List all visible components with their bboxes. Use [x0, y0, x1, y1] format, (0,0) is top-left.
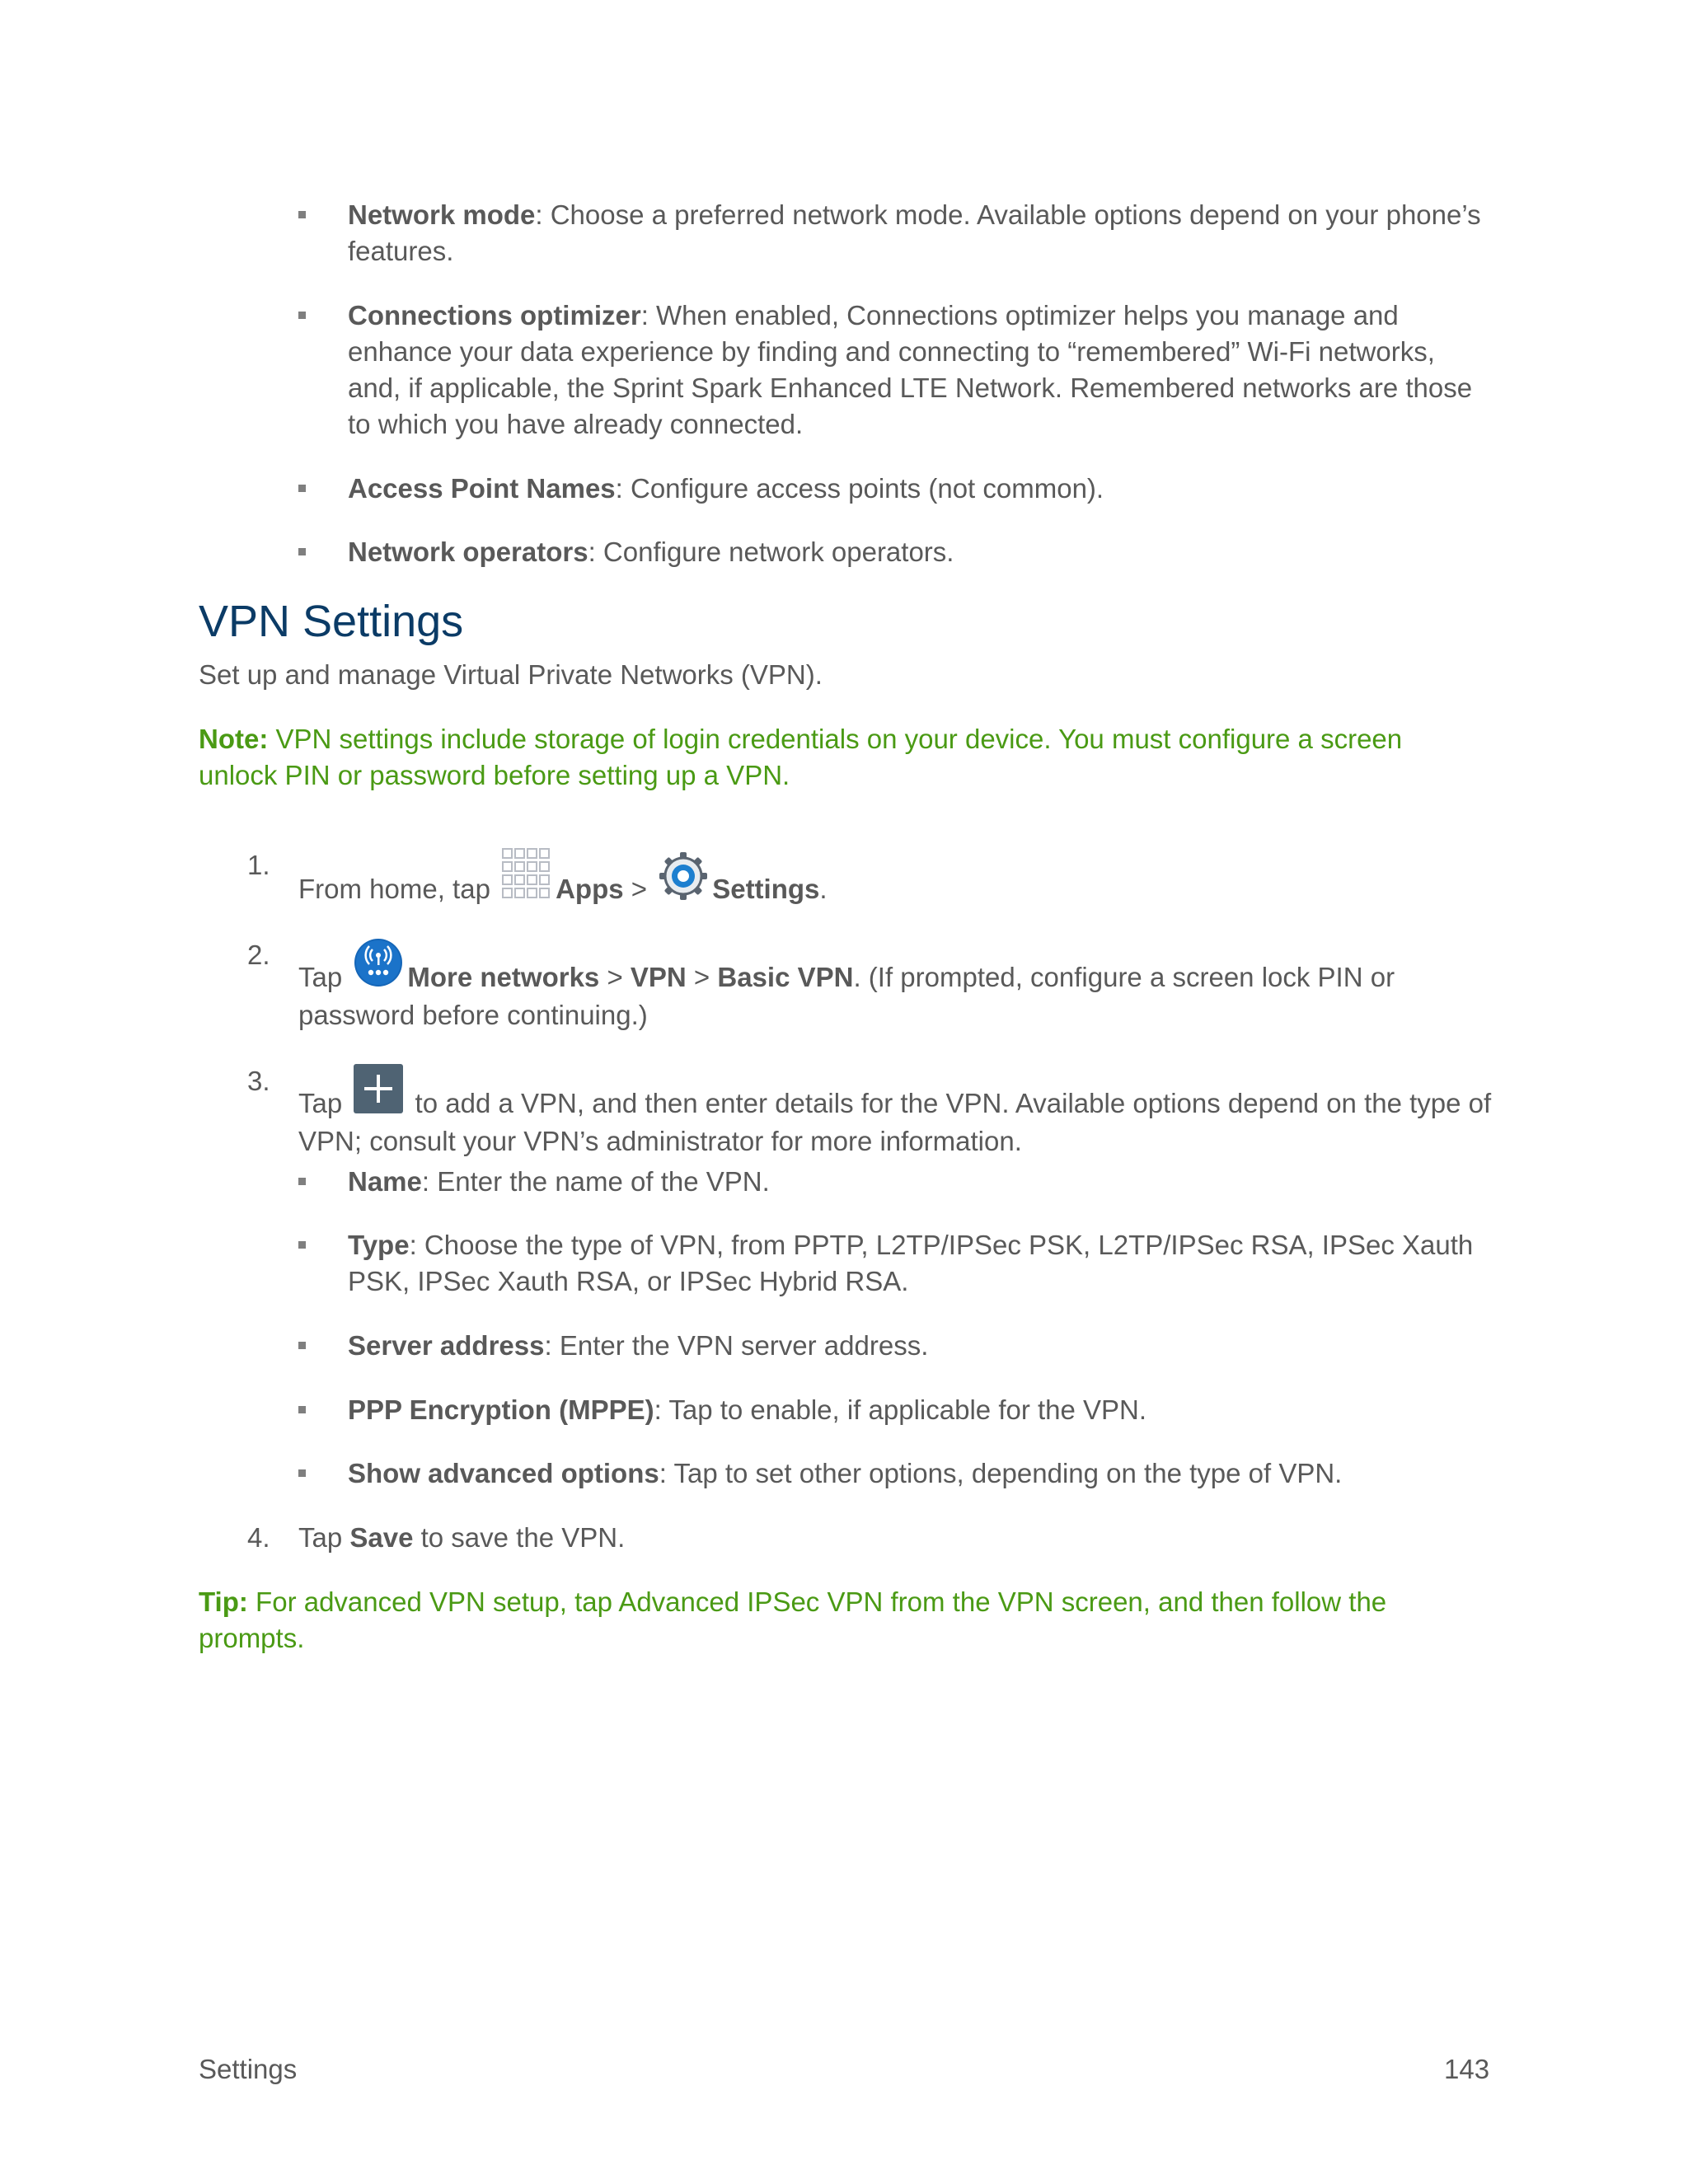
note-callout [199, 721, 1484, 794]
footer-page-number: 143 [1444, 2054, 1490, 2084]
separator: > [599, 962, 631, 992]
bullet-term: Name [348, 1166, 422, 1197]
bullet-connections-optimizer [298, 298, 1485, 443]
apps-label: Apps [556, 874, 624, 904]
save-label: Save [349, 1522, 414, 1553]
tip-callout [199, 1584, 1484, 1657]
bullet-term: Type [348, 1230, 410, 1260]
bullet-term: Show advanced options [348, 1458, 659, 1488]
bullet-server-address [298, 1328, 1485, 1364]
bullet-access-point-names [298, 471, 1485, 507]
step-text-end: . (If prompted, configure a screen lock PIN or password before continuing.) [298, 962, 1395, 1030]
bullet-term: Connections optimizer [348, 300, 641, 330]
bullet-text: : Configure network operators. [588, 537, 954, 567]
bullet-text: : Enter the VPN server address. [544, 1330, 929, 1361]
bullet-network-operators [298, 534, 1485, 570]
bullet-term: Network operators [348, 537, 588, 567]
step-number: 4. [247, 1522, 270, 1553]
bullet-text: : When enabled, Connections optimizer helps you manage and enhance your data experience by finding and connecting to “remembered” Wi-Fi networks, and, if applicable, the Sprint Spark Enhanced LTE Network. Remembered networks are those to which you have already connected. [348, 300, 1473, 439]
step-text-end: . [819, 874, 828, 904]
step-3 [247, 1063, 1500, 1160]
bullet-marker [298, 1178, 306, 1185]
separator: > [623, 874, 655, 904]
bullet-marker [298, 548, 306, 555]
bullet-marker [298, 485, 306, 492]
note-text: VPN settings include storage of login credentials on your device. You must configure a screen unlock PIN or password before setting up a VPN. [199, 724, 1403, 790]
bullet-marker [298, 211, 306, 218]
step-number: 2. [247, 940, 270, 970]
step-number: 1. [247, 850, 270, 880]
bullet-marker [298, 1469, 306, 1477]
bullet-text: : Enter the name of the VPN. [421, 1166, 770, 1197]
step-text-end: to save the VPN. [413, 1522, 626, 1553]
bullet-show-advanced-options [298, 1455, 1485, 1492]
settings-label: Settings [712, 874, 820, 904]
more-networks-label: More networks [407, 962, 600, 992]
bullet-text: : Configure access points (not common). [615, 473, 1104, 504]
step-text: From home, tap [298, 874, 490, 904]
apps-grid-icon [501, 847, 552, 909]
bullet-type [298, 1227, 1485, 1300]
bullet-term: PPP Encryption (MPPE) [348, 1394, 654, 1425]
note-label: Note: [199, 724, 269, 754]
bullet-term: Network mode [348, 199, 536, 230]
separator: > [686, 962, 718, 992]
bullet-marker [298, 1406, 306, 1413]
bullet-marker [298, 1342, 306, 1349]
bullet-term: Server address [348, 1330, 545, 1361]
step-text: Tap [298, 962, 343, 992]
section-title: VPN Settings [199, 597, 464, 646]
vpn-label: VPN [630, 962, 687, 992]
step-2 [247, 937, 1500, 1033]
step-text: Tap [298, 1522, 350, 1553]
step-number: 3. [247, 1066, 270, 1096]
bullet-text: : Choose the type of VPN, from PPTP, L2TP/IPSec PSK, L2TP/IPSec RSA, IPSec Xauth PSK, IPSec Xauth RSA, or IPSec Hybrid RSA. [348, 1230, 1474, 1296]
step-text: Tap [298, 1088, 343, 1118]
settings-gear-icon [658, 851, 709, 911]
add-plus-icon [353, 1063, 404, 1123]
step-text-end: to add a VPN, and then enter details for the VPN. Available options depend on the type of VPN; consult your VPN’s administrator for more information. [298, 1088, 1492, 1156]
bullet-marker [298, 1241, 306, 1249]
bullet-text: : Tap to enable, if applicable for the VPN. [654, 1394, 1147, 1425]
bullet-name [298, 1164, 1485, 1200]
tip-text: For advanced VPN setup, tap Advanced IPSec VPN from the VPN screen, and then follow the prompts. [199, 1586, 1387, 1653]
bullet-marker [298, 312, 306, 319]
bullet-text: : Tap to set other options, depending on the type of VPN. [659, 1458, 1343, 1488]
bullet-network-mode [298, 197, 1485, 269]
step-4 [247, 1520, 1500, 1556]
bullet-ppp-encryption [298, 1392, 1485, 1428]
bullet-term: Access Point Names [348, 473, 616, 504]
footer-section-name: Settings [199, 2054, 298, 2084]
more-networks-icon [353, 937, 404, 997]
bullet-text: : Choose a preferred network mode. Available options depend on your phone’s features. [348, 199, 1481, 266]
basic-vpn-label: Basic VPN [717, 962, 854, 992]
tip-label: Tip: [199, 1586, 248, 1617]
step-1 [247, 847, 1500, 911]
section-subtitle: Set up and manage Virtual Private Networks (VPN). [199, 659, 823, 690]
